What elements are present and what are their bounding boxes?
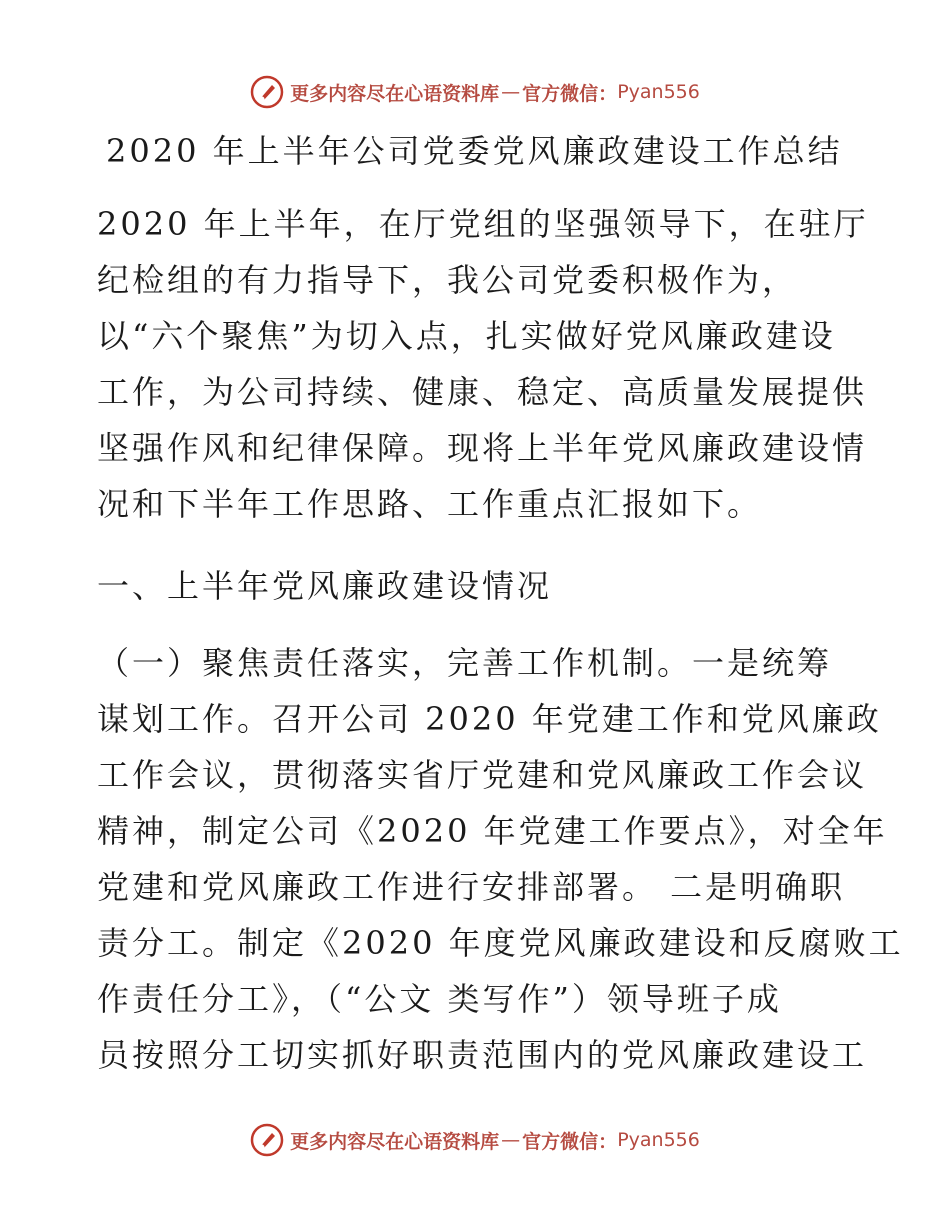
text-line: （一）聚焦责任落实，完善工作机制。一是统筹 — [97, 644, 833, 682]
banner-handle: Pyan556 — [617, 1129, 700, 1151]
text-line: 员按照分工切实抓好职责范围内的党风廉政建设工 — [97, 1036, 868, 1074]
banner-handle: Pyan556 — [617, 81, 700, 103]
text-line: 纪检组的有力指导下，我公司党委积极作为， — [97, 261, 798, 299]
paragraph-section-1 — [97, 635, 904, 1083]
text-line: 精神，制定公司《2020 年党建工作要点》，对全年 — [97, 812, 888, 850]
text-line: 2020 年上半年，在厅党组的坚强领导下，在驻厅 — [97, 205, 869, 243]
text-line: 以“六个聚焦”为切入点，扎实做好党风廉政建设 — [97, 317, 836, 355]
text-line: 谋划工作。召开公司 2020 年党建工作和党风廉政 — [97, 700, 882, 738]
banner-brand: 更多内容尽在心语资料库 — [290, 82, 500, 105]
text-line: 工作会议，贯彻落实省厅党建和党风廉政工作会议 — [97, 756, 868, 794]
footer-banner — [0, 1120, 950, 1160]
banner-brand: 更多内容尽在心语资料库 — [290, 1130, 500, 1153]
banner-label: 官方微信： — [522, 1130, 618, 1153]
banner-dash: — — [501, 1129, 521, 1151]
text-line: 作责任分工》，（“公文 类写作”）领导班子成 — [97, 980, 782, 1018]
banner-dash: — — [501, 81, 521, 103]
section-heading: 一、上半年党风廉政建设情况 — [97, 567, 553, 605]
text-line: 坚强作风和纪律保障。现将上半年党风廉政建设情 — [97, 429, 868, 467]
text-line: 责分工。制定《2020 年度党风廉政建设和反腐败工 — [97, 924, 904, 962]
pen-nib-logo-icon — [250, 1123, 284, 1157]
paragraph-intro — [97, 196, 869, 532]
text-line: 工作，为公司持续、健康、稳定、高质量发展提供 — [97, 373, 868, 411]
text-line: 党建和党风廉政工作进行安排部署。 二是明确职 — [97, 868, 846, 906]
document-title: 2020 年上半年公司党委党风廉政建设工作总结 — [106, 132, 843, 170]
banner-label: 官方微信： — [522, 82, 618, 105]
text-line: 况和下半年工作思路、工作重点汇报如下。 — [97, 485, 763, 523]
header-banner — [0, 72, 950, 112]
pen-nib-logo-icon — [250, 75, 284, 109]
